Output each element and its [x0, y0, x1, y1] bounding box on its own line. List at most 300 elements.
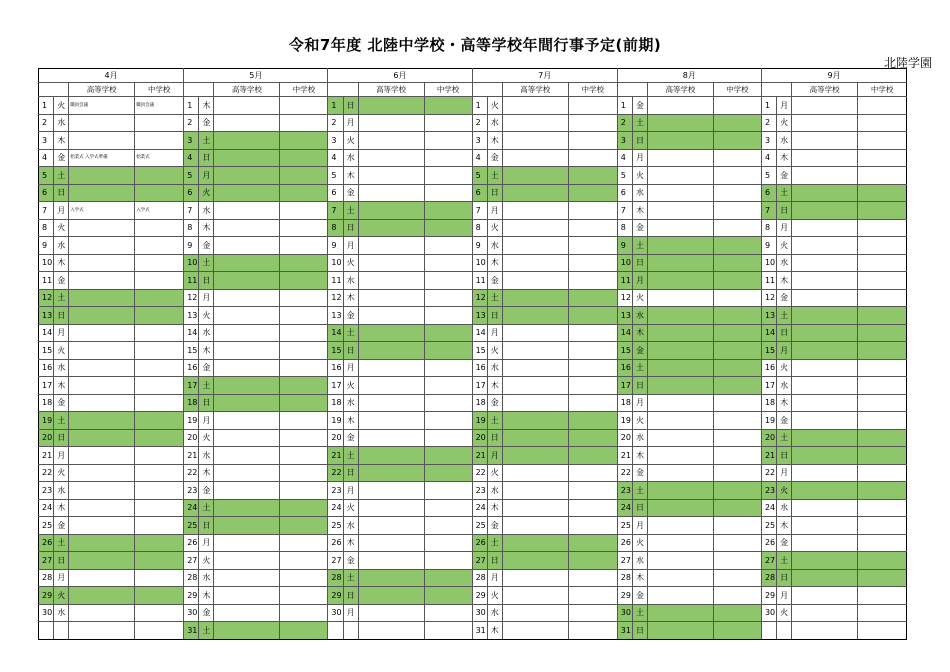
middle-school-event: [568, 254, 617, 272]
middle-school-event: 始業式: [135, 149, 184, 167]
weekday: 土: [199, 254, 214, 272]
weekday: 日: [343, 342, 358, 360]
middle-school-event: [858, 342, 907, 360]
high-school-event: [647, 324, 713, 342]
day-number: 9: [328, 237, 343, 255]
high-school-event: [358, 132, 424, 150]
weekday: 月: [777, 219, 792, 237]
high-school-event: [69, 342, 135, 360]
day-row: [39, 604, 907, 622]
day-number: 25: [761, 517, 776, 535]
high-school-event: [792, 482, 858, 500]
day-row: [39, 342, 907, 360]
high-school-event: [358, 342, 424, 360]
high-school-event: [792, 552, 858, 570]
day-number: 20: [328, 429, 343, 447]
middle-school-event: [568, 342, 617, 360]
day-number: 27: [472, 552, 487, 570]
weekday: 土: [199, 132, 214, 150]
day-row: [39, 254, 907, 272]
high-school-event: [69, 429, 135, 447]
middle-school-event: [858, 272, 907, 290]
middle-school-event: [713, 272, 761, 290]
day-number: 14: [472, 324, 487, 342]
weekday: 日: [343, 587, 358, 605]
high-school-event: [69, 552, 135, 570]
high-school-event: [214, 482, 280, 500]
day-number: 19: [761, 412, 776, 430]
day-number: 25: [39, 517, 54, 535]
high-school-event: [358, 237, 424, 255]
day-number: 6: [761, 184, 776, 202]
day-number: 22: [39, 464, 54, 482]
annual-schedule-table: [38, 68, 907, 640]
high-school-event: [69, 237, 135, 255]
weekday: 水: [777, 377, 792, 395]
middle-school-event: [280, 377, 328, 395]
weekday: 土: [54, 412, 69, 430]
high-school-event: [792, 394, 858, 412]
weekday: 水: [632, 429, 647, 447]
weekday: 土: [343, 447, 358, 465]
high-school-event: [358, 482, 424, 500]
weekday: 木: [632, 202, 647, 220]
day-number: 21: [184, 447, 199, 465]
weekday: 日: [487, 552, 502, 570]
weekday: 木: [54, 499, 69, 517]
high-school-event: [69, 167, 135, 185]
middle-school-event: [280, 202, 328, 220]
high-school-event: [647, 167, 713, 185]
weekday: 金: [199, 237, 214, 255]
weekday: 月: [54, 447, 69, 465]
weekday: 日: [54, 307, 69, 325]
blank-header-cell: [617, 83, 647, 97]
high-school-event: [647, 307, 713, 325]
weekday: 金: [487, 517, 502, 535]
day-row: [39, 587, 907, 605]
middle-school-event: [713, 534, 761, 552]
day-number: 19: [39, 412, 54, 430]
middle-school-event: [280, 342, 328, 360]
weekday: 火: [777, 359, 792, 377]
high-school-event: [502, 114, 568, 132]
weekday: 金: [199, 359, 214, 377]
day-number: 30: [617, 604, 632, 622]
high-school-event: [358, 167, 424, 185]
middle-school-event: [280, 517, 328, 535]
day-number: 23: [184, 482, 199, 500]
middle-school-event: [568, 237, 617, 255]
high-school-event: [214, 587, 280, 605]
weekday: 火: [54, 219, 69, 237]
middle-school-event: [135, 604, 184, 622]
day-number: 13: [617, 307, 632, 325]
day-row: [39, 97, 907, 115]
high-school-event: [647, 289, 713, 307]
high-school-event: [502, 412, 568, 430]
middle-school-event: [713, 202, 761, 220]
day-number: 28: [472, 569, 487, 587]
weekday: 土: [487, 412, 502, 430]
high-school-event: [358, 97, 424, 115]
weekday: 火: [54, 587, 69, 605]
weekday: 日: [777, 447, 792, 465]
day-number: 20: [761, 429, 776, 447]
high-school-event: [647, 359, 713, 377]
high-school-event: [69, 254, 135, 272]
weekday: 水: [487, 114, 502, 132]
high-school-event: [69, 534, 135, 552]
day-number: 24: [39, 499, 54, 517]
middle-school-event: [424, 394, 472, 412]
middle-school-event: [135, 429, 184, 447]
middle-school-event: [424, 412, 472, 430]
month-header-row: [39, 69, 907, 83]
middle-school-event: [713, 447, 761, 465]
day-number: 3: [328, 132, 343, 150]
high-school-event: [647, 604, 713, 622]
high-school-event: [502, 447, 568, 465]
weekday: 木: [487, 622, 502, 640]
month-header: 8月: [617, 69, 761, 83]
day-number: 7: [39, 202, 54, 220]
weekday: 火: [199, 184, 214, 202]
weekday: 木: [343, 412, 358, 430]
weekday: 月: [487, 202, 502, 220]
high-school-event: [69, 587, 135, 605]
middle-school-event: [858, 289, 907, 307]
high-school-event: [214, 499, 280, 517]
day-number: 9: [472, 237, 487, 255]
high-school-event: [647, 482, 713, 500]
high-school-event: [647, 132, 713, 150]
weekday: 水: [632, 552, 647, 570]
day-number: [761, 622, 776, 640]
month-header: 4月: [39, 69, 184, 83]
middle-school-event: [568, 412, 617, 430]
middle-school-event: [858, 202, 907, 220]
day-number: 26: [472, 534, 487, 552]
middle-school-event: [280, 412, 328, 430]
middle-school-event: [568, 394, 617, 412]
day-row: [39, 237, 907, 255]
middle-school-event: [568, 517, 617, 535]
high-school-event: [502, 342, 568, 360]
middle-school-event: [568, 447, 617, 465]
high-school-event: [647, 237, 713, 255]
day-number: 9: [617, 237, 632, 255]
weekday: 日: [54, 184, 69, 202]
weekday: 木: [632, 569, 647, 587]
day-number: 14: [39, 324, 54, 342]
day-number: 30: [472, 604, 487, 622]
day-number: 29: [328, 587, 343, 605]
middle-school-event: [858, 254, 907, 272]
middle-school-event: [858, 359, 907, 377]
middle-school-event: [135, 272, 184, 290]
day-number: 6: [617, 184, 632, 202]
middle-school-event: [713, 359, 761, 377]
middle-school-event: [280, 114, 328, 132]
weekday: 月: [487, 324, 502, 342]
middle-school-header: 中学校: [280, 83, 328, 97]
high-school-event: [214, 552, 280, 570]
middle-school-event: [424, 272, 472, 290]
day-row: [39, 289, 907, 307]
middle-school-event: [424, 552, 472, 570]
weekday: 日: [343, 97, 358, 115]
weekday: 水: [199, 447, 214, 465]
day-number: 11: [39, 272, 54, 290]
day-number: 8: [39, 219, 54, 237]
high-school-event: [792, 289, 858, 307]
day-number: 11: [328, 272, 343, 290]
day-number: 25: [617, 517, 632, 535]
high-school-event: [502, 482, 568, 500]
high-school-event: [214, 114, 280, 132]
day-number: 8: [761, 219, 776, 237]
middle-school-event: [424, 237, 472, 255]
day-number: 31: [617, 622, 632, 640]
middle-school-event: [568, 289, 617, 307]
weekday: 木: [199, 97, 214, 115]
weekday: 日: [343, 219, 358, 237]
high-school-event: [792, 499, 858, 517]
day-number: 24: [761, 499, 776, 517]
high-school-event: [69, 464, 135, 482]
middle-school-event: [568, 429, 617, 447]
high-school-event: 職員会議: [69, 97, 135, 115]
high-school-event: [792, 307, 858, 325]
weekday: 火: [777, 482, 792, 500]
high-school-event: [502, 202, 568, 220]
high-school-event: [69, 219, 135, 237]
weekday: [343, 622, 358, 640]
weekday: 月: [487, 569, 502, 587]
high-school-event: [647, 412, 713, 430]
high-school-event: [502, 97, 568, 115]
weekday: 土: [199, 622, 214, 640]
middle-school-event: [713, 324, 761, 342]
weekday: 土: [632, 114, 647, 132]
high-school-event: [792, 149, 858, 167]
weekday: 日: [199, 394, 214, 412]
day-number: 23: [472, 482, 487, 500]
middle-school-event: [568, 307, 617, 325]
middle-school-event: [424, 377, 472, 395]
middle-school-event: [280, 534, 328, 552]
high-school-event: [214, 149, 280, 167]
high-school-event: [358, 464, 424, 482]
weekday: 水: [54, 237, 69, 255]
weekday: 木: [777, 517, 792, 535]
day-number: 12: [39, 289, 54, 307]
day-number: 10: [328, 254, 343, 272]
weekday: 日: [199, 517, 214, 535]
weekday: 土: [343, 569, 358, 587]
high-school-event: [69, 499, 135, 517]
middle-school-event: [424, 569, 472, 587]
weekday: 水: [487, 482, 502, 500]
middle-school-event: [280, 429, 328, 447]
day-number: 17: [761, 377, 776, 395]
day-number: 21: [472, 447, 487, 465]
high-school-event: [358, 499, 424, 517]
high-school-event: [647, 114, 713, 132]
blank-header-cell: [328, 83, 358, 97]
high-school-event: [792, 324, 858, 342]
blank-header-cell: [761, 83, 791, 97]
month-header: 5月: [184, 69, 328, 83]
high-school-event: [647, 202, 713, 220]
day-number: 4: [617, 149, 632, 167]
weekday: 水: [487, 359, 502, 377]
high-school-event: [358, 622, 424, 640]
middle-school-event: [280, 167, 328, 185]
day-number: 5: [617, 167, 632, 185]
weekday: 水: [199, 324, 214, 342]
day-number: 30: [184, 604, 199, 622]
day-number: 14: [328, 324, 343, 342]
middle-school-event: 職員会議: [135, 97, 184, 115]
high-school-event: [69, 289, 135, 307]
day-number: 9: [39, 237, 54, 255]
weekday: 月: [343, 604, 358, 622]
weekday: 火: [487, 464, 502, 482]
weekday: 木: [777, 394, 792, 412]
middle-school-event: [713, 622, 761, 640]
day-number: 5: [472, 167, 487, 185]
weekday: 日: [487, 307, 502, 325]
high-school-event: [647, 272, 713, 290]
middle-school-event: [280, 184, 328, 202]
middle-school-event: [424, 167, 472, 185]
day-number: 16: [617, 359, 632, 377]
high-school-header: 高等学校: [502, 83, 568, 97]
day-number: 15: [617, 342, 632, 360]
middle-school-event: [135, 534, 184, 552]
weekday: 月: [777, 97, 792, 115]
day-number: 27: [184, 552, 199, 570]
high-school-event: [358, 517, 424, 535]
middle-school-event: [568, 97, 617, 115]
high-school-event: [792, 604, 858, 622]
day-number: 2: [39, 114, 54, 132]
weekday: 金: [54, 394, 69, 412]
day-number: 27: [761, 552, 776, 570]
day-number: 25: [328, 517, 343, 535]
middle-school-event: [135, 587, 184, 605]
high-school-event: [792, 184, 858, 202]
high-school-event: [502, 149, 568, 167]
school-header-row: [39, 83, 907, 97]
day-number: 17: [184, 377, 199, 395]
high-school-event: [69, 394, 135, 412]
weekday: 金: [487, 149, 502, 167]
weekday: 水: [343, 149, 358, 167]
day-number: 29: [761, 587, 776, 605]
weekday: 土: [199, 377, 214, 395]
middle-school-event: [858, 534, 907, 552]
middle-school-event: [424, 534, 472, 552]
weekday: 日: [777, 324, 792, 342]
middle-school-event: [135, 412, 184, 430]
day-number: 30: [761, 604, 776, 622]
day-number: 30: [328, 604, 343, 622]
middle-school-event: [568, 272, 617, 290]
high-school-event: [69, 132, 135, 150]
middle-school-event: [424, 622, 472, 640]
high-school-event: [69, 569, 135, 587]
high-school-event: [647, 429, 713, 447]
weekday: [777, 622, 792, 640]
month-header: 9月: [761, 69, 906, 83]
middle-school-event: [713, 394, 761, 412]
day-number: 27: [617, 552, 632, 570]
middle-school-event: [135, 324, 184, 342]
high-school-event: [792, 377, 858, 395]
day-number: 15: [472, 342, 487, 360]
day-number: 3: [761, 132, 776, 150]
middle-school-event: [280, 149, 328, 167]
weekday: 金: [777, 534, 792, 552]
middle-school-event: [424, 604, 472, 622]
high-school-event: [358, 359, 424, 377]
day-number: 16: [328, 359, 343, 377]
weekday: 日: [199, 149, 214, 167]
day-number: 23: [761, 482, 776, 500]
day-number: 3: [472, 132, 487, 150]
day-number: 23: [328, 482, 343, 500]
high-school-event: [214, 167, 280, 185]
day-number: 26: [617, 534, 632, 552]
high-school-event: [647, 97, 713, 115]
day-row: [39, 307, 907, 325]
day-number: 3: [617, 132, 632, 150]
day-number: 5: [761, 167, 776, 185]
middle-school-event: [713, 552, 761, 570]
high-school-event: [647, 499, 713, 517]
day-number: 23: [617, 482, 632, 500]
high-school-event: [214, 342, 280, 360]
weekday: 火: [487, 97, 502, 115]
middle-school-event: [568, 499, 617, 517]
middle-school-header: 中学校: [713, 83, 761, 97]
high-school-event: [69, 114, 135, 132]
high-school-event: [358, 534, 424, 552]
weekday: 火: [777, 604, 792, 622]
middle-school-event: [280, 324, 328, 342]
day-number: 12: [472, 289, 487, 307]
day-number: 6: [39, 184, 54, 202]
day-number: 29: [39, 587, 54, 605]
day-number: 13: [761, 307, 776, 325]
high-school-event: [358, 552, 424, 570]
middle-school-event: [135, 377, 184, 395]
day-row: [39, 499, 907, 517]
high-school-event: [358, 587, 424, 605]
weekday: 月: [632, 517, 647, 535]
day-number: 14: [617, 324, 632, 342]
middle-school-event: [568, 622, 617, 640]
day-number: 9: [761, 237, 776, 255]
high-school-event: [358, 114, 424, 132]
day-number: 23: [39, 482, 54, 500]
high-school-event: [214, 394, 280, 412]
weekday: 木: [343, 534, 358, 552]
weekday: 金: [343, 307, 358, 325]
